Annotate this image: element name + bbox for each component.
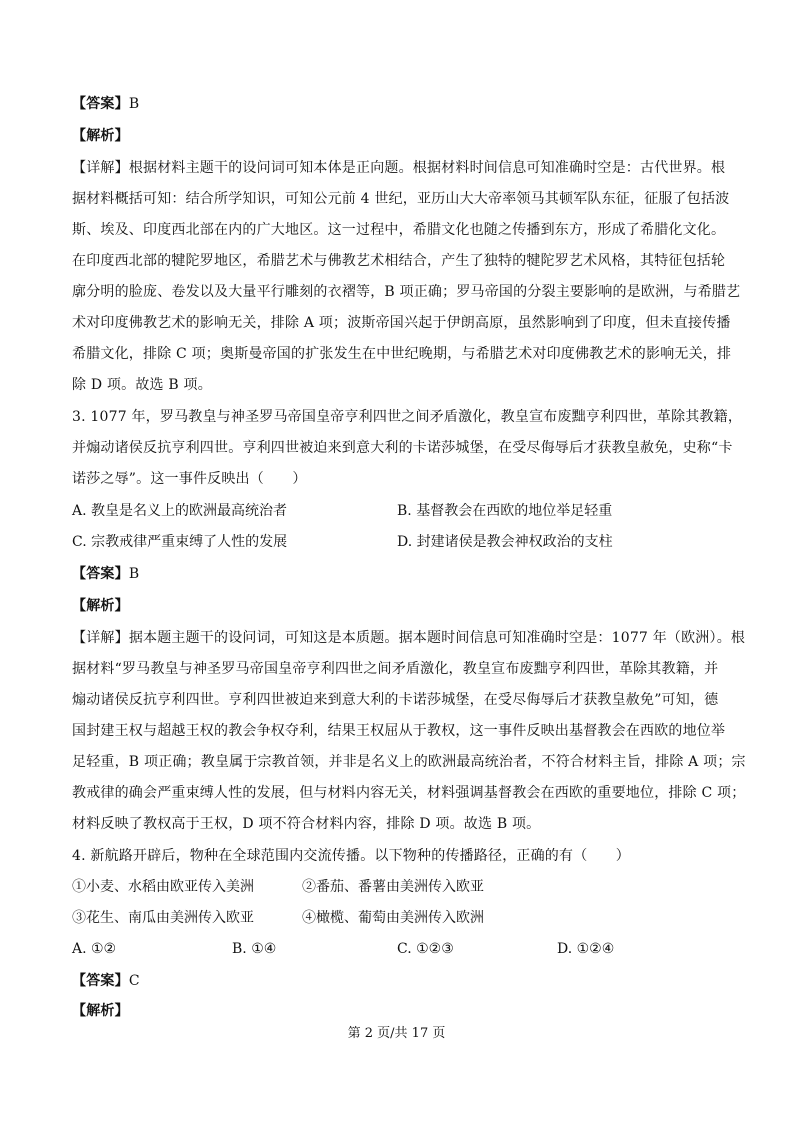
detail-tag: 【详解】 — [72, 630, 129, 646]
q3-option-b: B. 基督教会在西欧的地位举足轻重 — [397, 503, 613, 519]
q3-stem-line: 并煽动诸侯反抗亨利四世。亨利四世被迫来到意大利的卡诺莎城堡，在受尽侮辱后才获教皇赦免，史称“卡 — [72, 440, 733, 456]
q2-detail-line: 除 D 项。故选 B 项。 — [72, 377, 212, 393]
analysis-tag: 【解析】 — [72, 598, 129, 614]
q3-detail-line — [72, 628, 746, 648]
q3-stem-line: 3. 1077 年，罗马教皇与神圣罗马帝国皇帝亨利四世之间矛盾激化，教皇宣布废黜亨利四世，革除其教籍， — [72, 409, 743, 425]
q3-detail-line: 国封建王权与超越王权的教会争权夺利，结果王权屈从于教权，这一事件反映出基督教会在西欧的地位举 — [72, 723, 726, 739]
q3-detail-line: 材料反映了教权高于王权，D 项不符合材料内容，排除 D 项。故选 B 项。 — [72, 816, 541, 832]
q4-option-b: B. ①④ — [232, 941, 277, 957]
q2-detail-line — [72, 158, 732, 178]
q4-stem: 4. 新航路开辟后，物种在全球范围内交流传播。以下物种的传播路径，正确的有（ ） — [72, 848, 631, 864]
answer-tag: 【答案】 — [72, 566, 129, 582]
q4-item-2: ②番茄、番薯由美洲传入欧亚 — [302, 879, 484, 895]
q4-option-d: D. ①②④ — [557, 941, 615, 957]
q2-detail-line: 术对印度佛教艺术的影响无关，排除 A 项；波斯帝国兴起于伊朗高原，虽然影响到了印度，但未直接传播 — [72, 315, 731, 331]
q4-item-3: ③花生、南瓜由美洲传入欧亚 — [72, 910, 254, 926]
q2-analysis-heading — [72, 126, 732, 146]
q4-item-4: ④橄榄、葡萄由美洲传入欧洲 — [302, 910, 484, 926]
q2-detail-line: 据材料概括可知：结合所学知识，可知公元前 4 世纪，亚历山大大帝率领马其顿军队东征，征服了包括波 — [72, 191, 730, 207]
q3-option-a: A. 教皇是名义上的欧洲最高统治者 — [72, 503, 288, 519]
q3-option-d: D. 封建诸侯是教会神权政治的支柱 — [397, 534, 613, 550]
text-line: 据本题主题干的设问词，可知这是本质题。据本题时间信息可知准确时空是：1077 年（欧洲）。根 — [128, 630, 746, 646]
answer-value: B — [128, 96, 140, 112]
q3-answer — [72, 564, 732, 584]
detail-tag: 【详解】 — [72, 160, 129, 176]
q2-detail-line: 在印度西北部的犍陀罗地区，希腊艺术与佛教艺术相结合，产生了独特的犍陀罗艺术风格，其特征包括轮 — [72, 253, 726, 269]
answer-value: C — [128, 973, 140, 989]
q2-detail-line: 斯、埃及、印度西北部在内的广大地区。这一过程中，希腊文化也随之传播到东方，形成了希腊化文化。 — [72, 222, 726, 238]
q4-analysis-heading — [72, 1001, 732, 1021]
q3-detail-line: 煽动诸侯反抗亨利四世。亨利四世被迫来到意大利的卡诺莎城堡，在受尽侮辱后才获教皇赦免”可知，德 — [72, 692, 719, 708]
analysis-tag: 【解析】 — [72, 128, 129, 144]
q2-detail-line: 廓分明的脸庞、卷发以及大量平行雕刻的衣褶等，B 项正确；罗马帝国的分裂主要影响的是欧洲，与希腊艺 — [72, 284, 741, 300]
q4-option-a: A. ①② — [72, 941, 117, 957]
q4-item-1: ①小麦、水稻由欧亚传入美洲 — [72, 879, 254, 895]
answer-value: B — [128, 566, 140, 582]
q4-answer — [72, 971, 732, 991]
answer-tag: 【答案】 — [72, 973, 129, 989]
q3-detail-line: 据材料“罗马教皇与神圣罗马帝国皇帝亨利四世之间矛盾激化，教皇宣布废黜亨利四世，革除其教籍，并 — [72, 661, 719, 677]
q3-analysis-heading — [72, 596, 732, 616]
q3-stem-line: 诺莎之辱”。这一事件反映出（ ） — [72, 471, 307, 487]
analysis-tag: 【解析】 — [72, 1003, 129, 1019]
q3-option-c: C. 宗教戒律严重束缚了人性的发展 — [72, 534, 288, 550]
q2-detail-line: 希腊文化，排除 C 项；奥斯曼帝国的扩张发生在中世纪晚期，与希腊艺术对印度佛教艺术的影响无关，排 — [72, 346, 732, 362]
answer-tag: 【答案】 — [72, 96, 129, 112]
text-line: 根据材料主题干的设问词可知本体是正向题。根据材料时间信息可知准确时空是：古代世界。根 — [128, 160, 726, 176]
q3-detail-line: 教戒律的确会严重束缚人性的发展，但与材料内容无关，材料强调基督教会在西欧的重要地位，排除 C 项； — [72, 785, 746, 801]
q3-detail-line: 足轻重，B 项正确；教皇属于宗教首领，并非是名义上的欧洲最高统治者，不符合材料主旨，排除 A 项；宗 — [72, 754, 746, 770]
page-footer: 第 2 页/共 17 页 — [347, 1026, 446, 1041]
q2-answer — [72, 94, 732, 114]
q4-option-c: C. ①②③ — [397, 941, 454, 957]
